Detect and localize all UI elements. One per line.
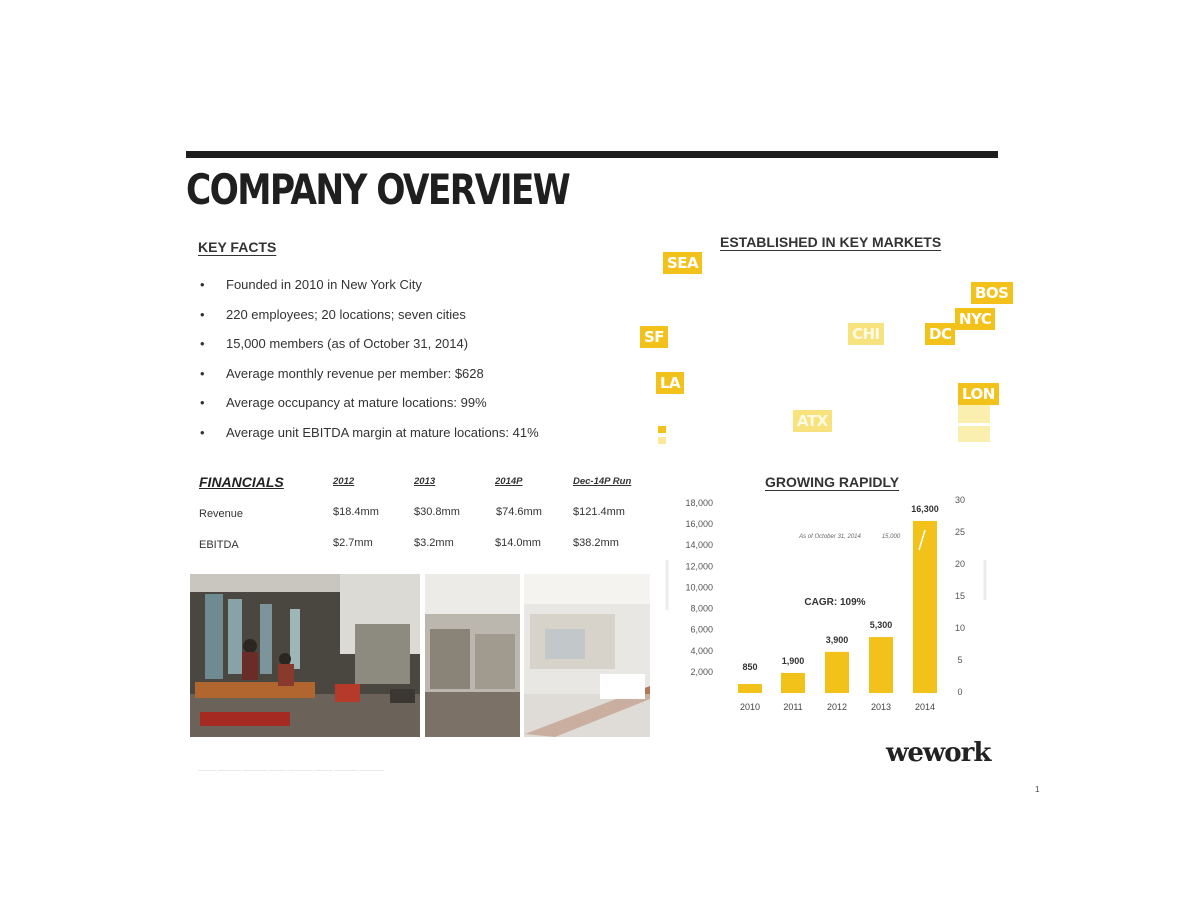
office-photo-lounge — [190, 574, 420, 737]
city-marker-faded — [958, 405, 990, 423]
cagr-annotation: CAGR: 109% — [804, 597, 866, 608]
y-tick-label: 10,000 — [685, 582, 713, 593]
legend-swatch-open — [658, 426, 666, 433]
x-tick-label: 2013 — [870, 702, 892, 712]
list-item: • Founded in 2010 in New York City — [198, 276, 618, 306]
x-tick-label: 2010 — [739, 702, 761, 712]
list-item: • Average occupancy at mature locations: 99% — [198, 394, 618, 424]
y-tick-label: 4,000 — [690, 645, 713, 656]
city-marker-la: LA — [656, 372, 684, 394]
y2-tick-label: 30 — [954, 495, 966, 505]
financials-heading: FINANCIALS — [199, 474, 284, 490]
financials-cell: $121.4mm — [573, 506, 625, 518]
financials-column-header: 2013 — [414, 476, 436, 487]
x-tick-label: 2011 — [783, 702, 803, 712]
financials-cell: $2.7mm — [333, 537, 373, 549]
chart-bar — [781, 673, 805, 693]
financials-cell: $18.4mm — [333, 506, 379, 518]
financials-cell: $74.6mm — [496, 506, 542, 518]
y-tick-label: 18,000 — [685, 498, 713, 508]
bar-value-label: 1,900 — [781, 655, 805, 666]
city-marker-sea: SEA — [663, 252, 702, 274]
y-tick-label: 12,000 — [685, 561, 713, 572]
page-title: COMPANY OVERVIEW — [186, 165, 570, 214]
financials-cell: $14.0mm — [495, 537, 541, 549]
list-item: • Average unit EBITDA margin at mature locations: 41% — [198, 424, 618, 454]
y-tick-label: 14,000 — [685, 540, 713, 551]
y-tick-label: 6,000 — [690, 624, 713, 635]
header-rule — [186, 151, 998, 158]
list-item: • Average monthly revenue per member: $628 — [198, 365, 618, 395]
chart-bar — [738, 684, 762, 693]
chart-bar — [869, 637, 893, 693]
financials-column-header: 2012 — [333, 476, 355, 487]
as-of-value: 15,000 — [881, 534, 901, 540]
city-marker-faded — [958, 426, 990, 442]
y-tick-label: 8,000 — [690, 603, 713, 614]
city-marker-bos: BOS — [971, 282, 1013, 304]
city-marker-chi: CHI — [848, 323, 884, 345]
as-of-annotation: As of October 31, 2014 — [799, 534, 861, 540]
chart-title: GROWING RAPIDLY — [765, 474, 900, 490]
legend-swatch-upcoming — [658, 437, 666, 444]
bar-value-label: 16,300 — [911, 503, 939, 514]
financials-row-label: EBITDA — [199, 539, 239, 551]
financials-column-header: 2014P — [495, 476, 523, 487]
x-tick-label: 2012 — [826, 702, 848, 712]
chart-bar — [913, 521, 937, 693]
financials-cell: $3.2mm — [414, 537, 454, 549]
key-facts-list — [198, 276, 618, 454]
y2-tick-label: 10 — [954, 623, 966, 633]
footnote: ——— ———— ———— ——— ———— ——— ———— ———— — [198, 768, 384, 774]
x-tick-label: 2014 — [914, 702, 936, 712]
list-item: • 220 employees; 20 locations; seven cities — [198, 306, 618, 336]
y2-tick-label: 20 — [954, 559, 966, 569]
city-marker-lon: LON — [958, 383, 999, 405]
office-photo-workspace — [425, 574, 650, 737]
chart-bar — [825, 652, 849, 693]
city-marker-atx: ATX — [793, 410, 832, 432]
bar-value-label: 5,300 — [869, 620, 893, 631]
city-marker-sf: SF — [640, 326, 668, 348]
city-marker-dc: DC — [925, 323, 955, 345]
y2-tick-label: 5 — [957, 655, 963, 665]
page-number: 1 — [1035, 785, 1040, 794]
markets-heading: ESTABLISHED IN KEY MARKETS — [720, 234, 942, 250]
members-bar-chart — [655, 490, 1005, 720]
financials-row-label: Revenue — [199, 508, 244, 520]
key-facts-heading: KEY FACTS — [198, 239, 277, 255]
financials-column-header: Dec-14P Run — [573, 476, 632, 487]
city-marker-nyc: NYC — [955, 308, 995, 330]
financials-cell: $38.2mm — [573, 537, 619, 549]
bar-value-label: 3,900 — [825, 634, 849, 645]
bar-value-label: 850 — [742, 662, 758, 673]
list-item: • 15,000 members (as of October 31, 2014) — [198, 335, 618, 365]
y2-tick-label: 15 — [954, 591, 966, 601]
y-tick-label: 2,000 — [690, 666, 713, 677]
y-tick-label: 16,000 — [685, 519, 713, 530]
y2-tick-label: 25 — [954, 527, 966, 537]
y2-tick-label: 0 — [957, 687, 963, 697]
financials-cell: $30.8mm — [414, 506, 460, 518]
wework-logo: wework — [886, 738, 991, 768]
